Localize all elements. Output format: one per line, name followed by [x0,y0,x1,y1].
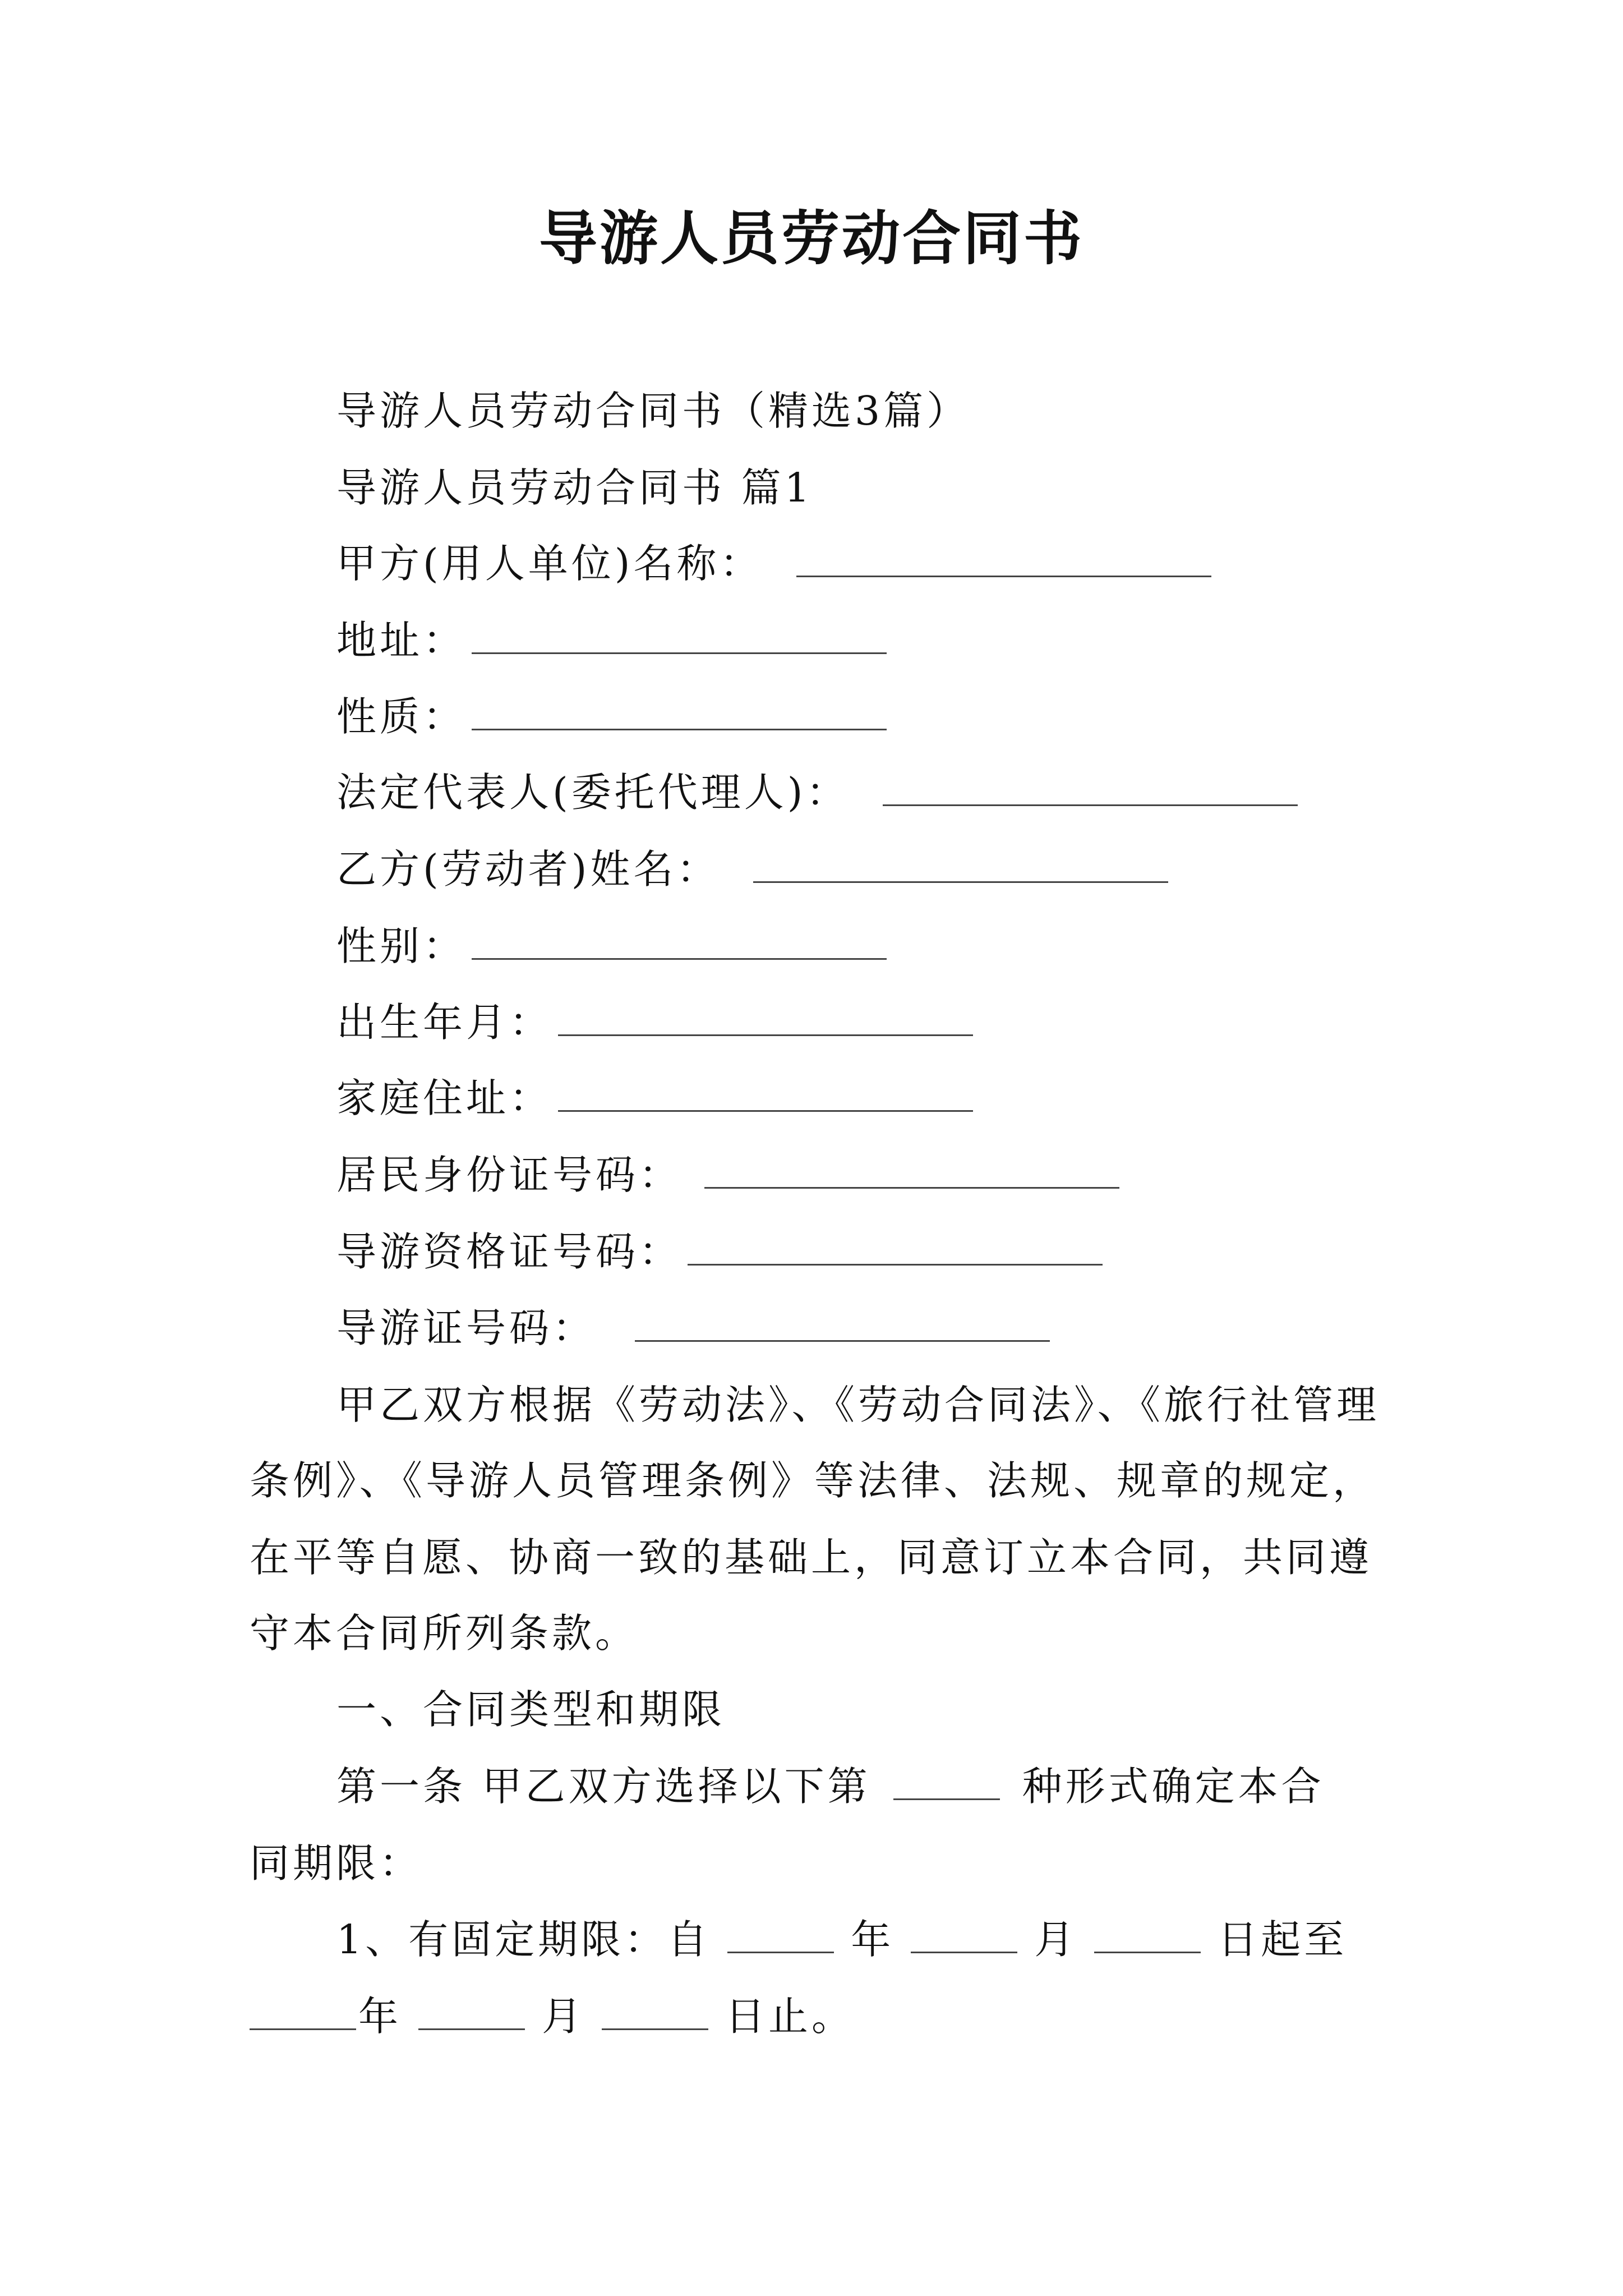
blank-year[interactable] [250,1990,356,2030]
blank-line[interactable] [893,1760,1000,1800]
field-label: 居民身份证号码： [336,1152,683,1198]
blank-line[interactable] [883,766,1298,806]
preamble-line-1: 甲乙双方根据《劳动法》、《劳动合同法》、《旅行社管理 [336,1382,1380,1428]
item-text: 年 [851,1916,895,1963]
field-label: 家庭住址： [336,1075,553,1121]
field-nature [336,689,1379,745]
item-1-line-2 [250,1989,1379,2045]
item-text: 月 [1034,1916,1078,1963]
item-text: 月 [542,1993,585,2040]
field-label: 性质： [336,693,467,740]
field-employee-name [336,841,1379,898]
field-home-address [336,1070,1379,1126]
document-title: 导游人员劳动合同书 [538,204,1084,273]
section-heading: 一、合同类型和期限 [336,1686,726,1733]
preamble-line-4: 守本合同所列条款。 [250,1610,639,1657]
article-1-line-2: 同期限： [250,1840,423,1887]
field-gender [336,918,1379,974]
blank-year[interactable] [727,1913,834,1953]
blank-line[interactable] [635,1302,1050,1342]
blank-line[interactable] [558,996,973,1036]
article-1-line-1 [336,1759,1379,1815]
blank-line[interactable] [704,1149,1119,1189]
field-guide-license-number [336,1300,1379,1356]
article-text: 第一条 甲乙双方选择以下第 [336,1763,871,1810]
field-label: 甲方(用人单位)名称： [336,540,763,587]
preamble-line-3: 在平等自愿、协商一致的基础上，同意订立本合同，共同遵 [250,1534,1373,1581]
blank-line[interactable] [472,691,887,730]
subtitle: 导游人员劳动合同书（精选3篇） [336,388,970,434]
blank-line[interactable] [472,614,887,654]
field-label: 导游资格证号码： [336,1228,683,1275]
article-text: 种形式确定本合 [1022,1763,1325,1810]
field-label: 地址： [336,617,467,664]
field-guide-qualification-number [336,1224,1379,1280]
field-label: 出生年月： [336,999,553,1046]
blank-line[interactable] [558,1072,973,1112]
item-text: 日起至 [1218,1916,1348,1963]
field-label: 导游证号码： [336,1305,596,1351]
item-text: 日止。 [725,1993,855,2040]
blank-day[interactable] [1094,1913,1201,1953]
field-label: 性别： [336,923,467,969]
blank-line[interactable] [472,920,887,960]
blank-line[interactable] [796,537,1211,577]
part-heading: 导游人员劳动合同书 篇1 [336,464,813,511]
field-id-number [336,1147,1379,1203]
field-label: 法定代表人(委托代理人)： [336,769,850,816]
item-text: 年 [358,1993,402,2040]
blank-line[interactable] [688,1226,1103,1266]
blank-month[interactable] [911,1913,1017,1953]
field-legal-representative [336,765,1379,821]
field-employer-name [336,536,1379,592]
blank-month[interactable] [418,1990,525,2030]
blank-day[interactable] [602,1990,708,2030]
field-label: 乙方(劳动者)姓名： [336,846,720,892]
item-1-line-1 [336,1912,1379,1968]
field-birth-date [336,995,1379,1051]
field-address [336,613,1379,669]
blank-line[interactable] [753,843,1168,883]
preamble-line-2: 条例》、《导游人员管理条例》等法律、法规、规章的规定， [250,1457,1376,1504]
item-text: 1、有固定期限：自 [336,1916,711,1963]
